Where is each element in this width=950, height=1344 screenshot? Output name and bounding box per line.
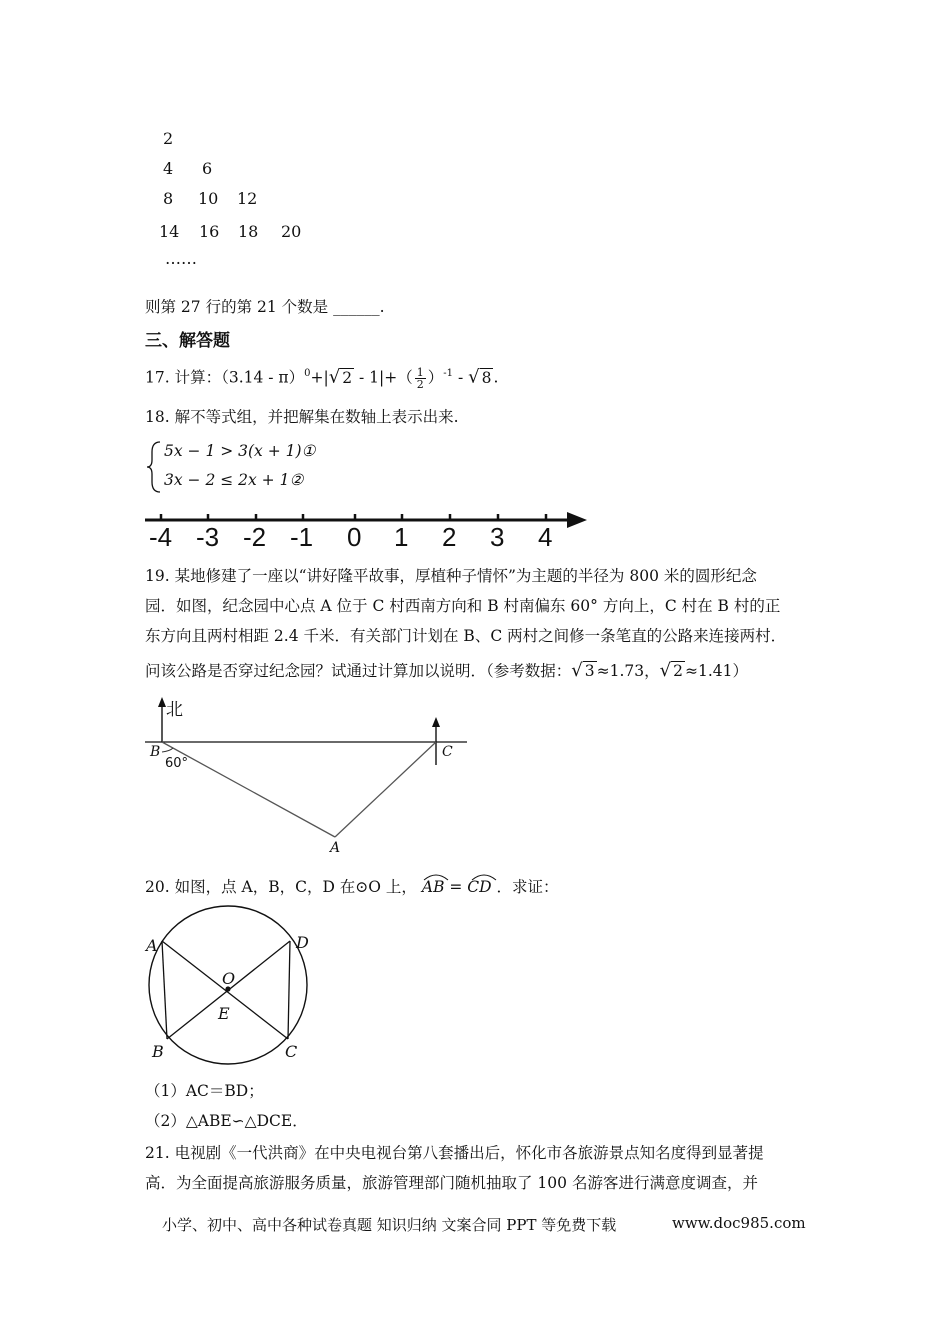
triangle-cell: 14 — [159, 222, 180, 241]
q17-paren-close: ） — [427, 368, 444, 387]
triangle-cell: 4 — [163, 159, 174, 178]
north-arrowhead-b — [158, 697, 166, 707]
segment-ca — [335, 742, 436, 837]
point-label-a: A — [146, 936, 158, 955]
north-arrowhead-c — [432, 717, 440, 727]
point-label-d: D — [296, 933, 309, 952]
q17-abs-close: - 1|+（ — [354, 368, 413, 387]
triangle-cell: 16 — [199, 222, 220, 241]
inequality-2: 3x − 2 ≤ 2x + 1② — [164, 471, 304, 489]
triangle-cell: 6 — [202, 159, 213, 178]
q20-text-post: ．求证： — [496, 878, 559, 896]
q20-part-2: （2）△ABE∽△DCE． — [145, 1112, 308, 1130]
q20-text-pre: 20. 如图，点 A，B，C，D 在⊙O 上， — [145, 878, 417, 896]
q20-part-1: （1）AC＝BD； — [145, 1082, 264, 1100]
point-label-a: A — [330, 840, 341, 856]
tick-label: 0 — [347, 522, 362, 552]
point-label-c: C — [442, 744, 453, 760]
footer-link[interactable]: www.doc985.com — [672, 1214, 806, 1232]
footer-text: 小学、初中、高中各种试卷真题 知识归纳 文案合同 PPT 等免费下载 — [162, 1216, 617, 1234]
q16-question-tail: 则第 27 行的第 21 个数是 ______. — [145, 298, 385, 316]
q17-fraction — [415, 367, 426, 390]
ref-value-2: ≈1.41） — [684, 662, 748, 680]
tick-label: 4 — [538, 522, 553, 552]
inequality-1: 5x − 1 > 3(x + 1)① — [164, 442, 316, 460]
triangle-cell: 12 — [237, 189, 258, 208]
section-title: 三、解答题 — [145, 331, 230, 351]
q19-line-1: 19. 某地修建了一座以“讲好隆平故事，厚植种子情怀”为主题的半径为 800 米的圆形纪念 — [145, 567, 757, 585]
sqrt-symbol: √ — [659, 660, 672, 681]
q17-minus: - — [453, 368, 469, 387]
chord-ab — [162, 941, 167, 1039]
tick-label: -1 — [290, 522, 314, 552]
q17-prefix: 17. 计算： — [145, 368, 222, 387]
sqrt-symbol: √ — [571, 660, 583, 681]
tick-label: -4 — [149, 522, 173, 552]
q19-line-4-text: 问该公路是否穿过纪念园？试通过计算加以说明．（参考数据： — [145, 662, 572, 680]
ref-sqrt2: 2 — [673, 662, 683, 680]
tick-label: -3 — [196, 522, 220, 552]
arc-equality-text: AB = CD — [421, 878, 492, 896]
angle-arc — [162, 748, 173, 752]
point-label-c: C — [285, 1042, 298, 1061]
q17-term-a: （3.14 - π） — [221, 368, 305, 387]
q18-question: 18. 解不等式组，并把解集在数轴上表示出来. — [145, 408, 459, 426]
q19-line-2: 园．如图，纪念园中心点 A 位于 C 村西南方向和 B 村南偏东 60° 方向上，C 村在 B 村的正 — [145, 597, 781, 615]
tick-label: 3 — [490, 522, 505, 552]
q20-question — [145, 877, 559, 897]
q17-exp-neg1: -1 — [443, 367, 454, 379]
sqrt-symbol: √ — [468, 366, 480, 388]
q17-sqrt8: 8 — [481, 368, 492, 387]
q17-sqrt2: 2 — [342, 368, 353, 387]
chord-ac — [162, 941, 288, 1039]
point-label-b: B — [152, 1042, 164, 1061]
fraction-numerator: 1 — [416, 366, 424, 379]
arc-equality — [422, 877, 492, 897]
q19-figure — [140, 695, 470, 855]
ref-sqrt3: 3 — [584, 662, 595, 680]
tick-label: 1 — [394, 522, 409, 552]
north-label: 北 — [166, 700, 183, 720]
ref-value-1: ≈1.73， — [596, 662, 660, 680]
tick-label: -2 — [243, 522, 267, 552]
tick-label: 2 — [442, 522, 457, 552]
angle-label: 60° — [165, 756, 189, 771]
triangle-cell: 18 — [238, 222, 259, 241]
triangle-cell: 10 — [198, 189, 219, 208]
triangle-cell: 20 — [281, 222, 302, 241]
q17-expression — [145, 367, 498, 391]
triangle-ellipsis: …… — [165, 249, 197, 268]
point-label-b: B — [150, 744, 161, 760]
triangle-cell: 8 — [163, 189, 174, 208]
q19-line-4 — [145, 661, 748, 681]
q17-exp0: 0 — [304, 367, 311, 379]
sqrt-symbol: √ — [328, 366, 341, 388]
triangle-cell: 2 — [163, 129, 174, 148]
system-brace — [146, 440, 166, 494]
q17-end: . — [493, 368, 499, 387]
arc-marks — [422, 871, 502, 881]
chord-dc — [288, 941, 290, 1039]
q19-line-3: 东方向且两村相距 2.4 千米．有关部门计划在 B、C 两村之间修一条笔直的公路来连接两村． — [145, 627, 787, 645]
q21-line-2: 高．为全面提高旅游服务质量，旅游管理部门随机抽取了 100 名游客进行满意度调查，并 — [145, 1174, 758, 1192]
point-label-e: E — [218, 1004, 230, 1023]
point-label-o: O — [222, 969, 236, 988]
fraction-denominator: 2 — [416, 378, 424, 391]
q21-line-1: 21. 电视剧《一代洪商》在中央电视台第八套播出后，怀化市各旅游景点知名度得到显著提 — [145, 1144, 764, 1162]
q17-abs-open: +| — [310, 368, 329, 387]
